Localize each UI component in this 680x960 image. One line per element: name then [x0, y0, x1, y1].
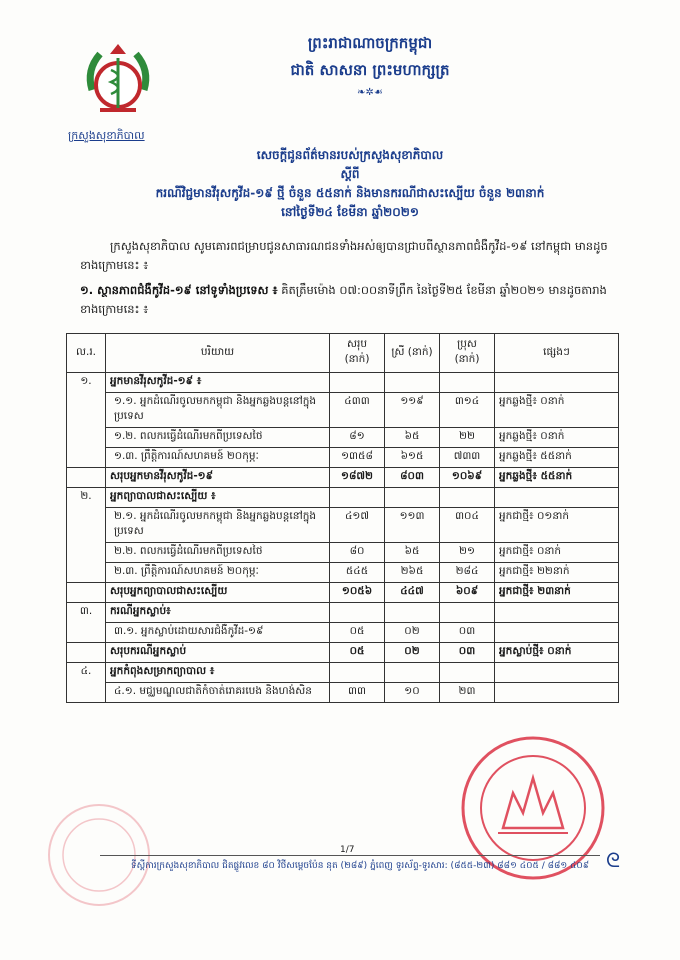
- table-category-row: [67, 373, 619, 393]
- row-total: ០៥: [330, 623, 385, 643]
- row-female: ៦១៥: [385, 448, 440, 468]
- row-note: អ្នកឆ្លងថ្មី៖ ០នាក់: [495, 393, 619, 428]
- row-female: ០២: [385, 623, 440, 643]
- summary-total: ១០៥៦: [330, 583, 385, 603]
- empty-cell: [385, 603, 440, 623]
- section-1: [80, 281, 620, 319]
- table-category-row: [67, 603, 619, 623]
- empty-cell: [440, 488, 495, 508]
- table-row: [67, 428, 619, 448]
- col-header-other: ផ្សេងៗ: [495, 334, 619, 373]
- summary-description: សរុបករណីអ្នកស្លាប់: [106, 643, 330, 663]
- empty-cell: [440, 663, 495, 683]
- row-male: ២៣: [440, 683, 495, 703]
- table-header-row: [67, 334, 619, 373]
- empty-cell: [330, 603, 385, 623]
- summary-male: ១០៦៩: [440, 468, 495, 488]
- row-index: ១.: [67, 373, 106, 468]
- empty-cell: [495, 488, 619, 508]
- empty-cell: [330, 373, 385, 393]
- footer-divider: [100, 855, 600, 856]
- empty-cell: [67, 468, 106, 488]
- summary-description: សរុបអ្នកព្យាបាលជាសះស្បើយ: [106, 583, 330, 603]
- empty-cell: [385, 663, 440, 683]
- summary-total: ១៨៧២: [330, 468, 385, 488]
- title-line-2: ស្តីពី: [340, 167, 360, 181]
- empty-cell: [67, 583, 106, 603]
- table-summary-row: [67, 468, 619, 488]
- row-male: ៣១៤: [440, 393, 495, 428]
- empty-cell: [330, 663, 385, 683]
- category-title: អ្នកព្យាបាលជាសះស្បើយ ៖: [106, 488, 330, 508]
- summary-note: អ្នកជាថ្មី៖ ២៣នាក់: [495, 583, 619, 603]
- empty-cell: [330, 488, 385, 508]
- row-total: ១៣៥៨: [330, 448, 385, 468]
- kingdom-header: [220, 34, 520, 98]
- empty-cell: [440, 603, 495, 623]
- statistics-table: [66, 333, 619, 703]
- row-description: ៣.១. អ្នកស្លាប់ដោយសារជំងឺកូវីដ-១៩: [106, 623, 330, 643]
- table-row: [67, 508, 619, 543]
- col-header-total: សរុប (នាក់): [330, 334, 385, 373]
- summary-total: ០៥: [330, 643, 385, 663]
- empty-cell: [385, 488, 440, 508]
- table-row: [67, 683, 619, 703]
- signature-mark: ᘓ: [606, 848, 621, 872]
- summary-female: ៨០៣: [385, 468, 440, 488]
- category-title: ករណីអ្នកស្លាប់៖: [106, 603, 330, 623]
- row-description: ២.១. អ្នកដំណើរចូលមកកម្ពុជា និងអ្នកឆ្លងបន្តនៅក្នុងប្រទេស: [106, 508, 330, 543]
- row-note: អ្នកជាថ្មី៖ ០នាក់: [495, 543, 619, 563]
- table-summary-row: [67, 583, 619, 603]
- ministry-logo-icon: [78, 40, 158, 120]
- empty-cell: [67, 643, 106, 663]
- table-category-row: [67, 488, 619, 508]
- title-line-1: សេចក្តីជូនព័ត៌មានរបស់ក្រសួងសុខាភិបាល: [256, 148, 444, 162]
- col-header-male: ប្រុស (នាក់): [440, 334, 495, 373]
- empty-cell: [495, 603, 619, 623]
- row-male: ០៣: [440, 623, 495, 643]
- empty-cell: [440, 373, 495, 393]
- col-header-description: បរិយាយ: [106, 334, 330, 373]
- table-body: [67, 373, 619, 703]
- kingdom-title: ព្រះរាជាណាចក្រកម្ពុជា: [307, 34, 433, 52]
- summary-male: ០៣: [440, 643, 495, 663]
- category-title: អ្នកកំពុងសម្រាកព្យាបាល ៖: [106, 663, 330, 683]
- row-description: ១.១. អ្នកដំណើរចូលមកកម្ពុជា និងអ្នកឆ្លងបន្តនៅក្នុងប្រទេស: [106, 393, 330, 428]
- row-male: ២២: [440, 428, 495, 448]
- col-header-no: ល.រ.: [67, 334, 106, 373]
- row-total: ៨០: [330, 543, 385, 563]
- table-row: [67, 563, 619, 583]
- col-header-female: ស្រី (នាក់): [385, 334, 440, 373]
- row-description: ២.៣. ព្រឹត្តិការណ៍សហគមន៍ ២០កុម្ភៈ: [106, 563, 330, 583]
- section-text: គិតត្រឹមម៉ោង ០៧:០០នាទីព្រឹក នៃថ្ងៃទី២៥ ខែមីនា ឆ្នាំ២០២១ មានដូចតារាងខាងក្រោមនេះ ៖: [80, 283, 607, 316]
- summary-male: ៦០៩: [440, 583, 495, 603]
- row-description: ៤.១. មជ្ឈមណ្ឌលជាតិកំចាត់រោគរបេង និងហង់សិន: [106, 683, 330, 703]
- summary-note: អ្នកឆ្លងថ្មី៖ ៥៥នាក់: [495, 468, 619, 488]
- row-total: ៤១៧: [330, 508, 385, 543]
- table-row: [67, 543, 619, 563]
- row-description: ២.២. ពលករធ្វើដំណើរមកពីប្រទេសថៃ: [106, 543, 330, 563]
- row-male: ២៨៤: [440, 563, 495, 583]
- row-female: ១០: [385, 683, 440, 703]
- footer-address: ទីស្តីការក្រសួងសុខាភិបាល ជិតផ្លូវលេខ ៨០ វិថីសម្ដេចប៉ែន នុត (២៨៩) ភ្នំពេញ ទូរស័ព្ទ-ទូរសារ: (៨៥៥-២៣) ៨៨១ ៤០៥ / ៨៨១ ៤០៩: [130, 861, 590, 871]
- row-index: ៣.: [67, 603, 106, 643]
- row-female: ៦៥: [385, 428, 440, 448]
- summary-female: ៤៤៧: [385, 583, 440, 603]
- row-note: អ្នកឆ្លងថ្មី៖ ០នាក់: [495, 428, 619, 448]
- row-female: ២៦៥: [385, 563, 440, 583]
- row-index: ២.: [67, 488, 106, 583]
- row-male: ៧៣៣: [440, 448, 495, 468]
- row-male: ២១: [440, 543, 495, 563]
- row-note: អ្នកជាថ្មី៖ ២២នាក់: [495, 563, 619, 583]
- empty-cell: [385, 373, 440, 393]
- empty-cell: [495, 373, 619, 393]
- document-title: [80, 146, 620, 222]
- row-female: ១១៣: [385, 508, 440, 543]
- row-total: ៨១: [330, 428, 385, 448]
- intro-paragraph: ក្រសួងសុខាភិបាល សូមគោរពជម្រាបជូនសាធារណជនទាំងអស់ឲ្យបានជ្រាបពីស្ថានភាពជំងឺកូវីដ-១៩ នៅកម្ពុជា មានដូចខាងក្រោមនេះ ៖: [80, 239, 608, 272]
- row-female: ៦៥: [385, 543, 440, 563]
- table-summary-row: [67, 643, 619, 663]
- title-line-3: ករណីវិជ្ជមានវីរុសកូវីដ-១៩ ថ្មី ចំនួន ៥៥នាក់ និងមានករណីជាសះស្បើយ ចំនួន ២៣នាក់: [155, 186, 545, 200]
- row-total: ៤៣៣: [330, 393, 385, 428]
- summary-female: ០២: [385, 643, 440, 663]
- section-heading: ១. ស្ថានភាពជំងឺកូវីដ-១៩ នៅទូទាំងប្រទេស ៖: [80, 283, 278, 297]
- title-line-4: នៅថ្ងៃទី២៤ ខែមីនា ឆ្នាំ២០២១: [281, 205, 419, 219]
- row-note: [495, 683, 619, 703]
- ornament-divider: ❧✲☙: [357, 87, 383, 98]
- row-note: អ្នកឆ្លងថ្មី៖ ៥៥នាក់: [495, 448, 619, 468]
- row-index: ៤.: [67, 663, 106, 703]
- row-female: ១១៩: [385, 393, 440, 428]
- row-total: ៣៣: [330, 683, 385, 703]
- table-category-row: [67, 663, 619, 683]
- national-motto: ជាតិ សាសនា ព្រះមហាក្សត្រ: [290, 61, 450, 79]
- row-description: ១.៣. ព្រឹត្តិការណ៍សហគមន៍ ២០កុម្ភៈ: [106, 448, 330, 468]
- row-male: ៣០៤: [440, 508, 495, 543]
- empty-cell: [495, 663, 619, 683]
- summary-description: សរុបអ្នកមានវីរុសកូវីដ-១៩: [106, 468, 330, 488]
- row-total: ៥៤៥: [330, 563, 385, 583]
- table-row: [67, 393, 619, 428]
- ministry-label: ក្រសួងសុខាភិបាល: [68, 129, 145, 142]
- row-note: អ្នកជាថ្មី៖ ០១នាក់: [495, 508, 619, 543]
- page-number: 1/7: [340, 845, 355, 855]
- row-description: ១.២. ពលករធ្វើដំណើរមកពីប្រទេសថៃ: [106, 428, 330, 448]
- table-row: [67, 623, 619, 643]
- summary-note: អ្នកស្លាប់ថ្មី៖ ០នាក់: [495, 643, 619, 663]
- row-note: [495, 623, 619, 643]
- table-row: [67, 448, 619, 468]
- category-title: អ្នកមានវីរុសកូវីដ-១៩ ៖: [106, 373, 330, 393]
